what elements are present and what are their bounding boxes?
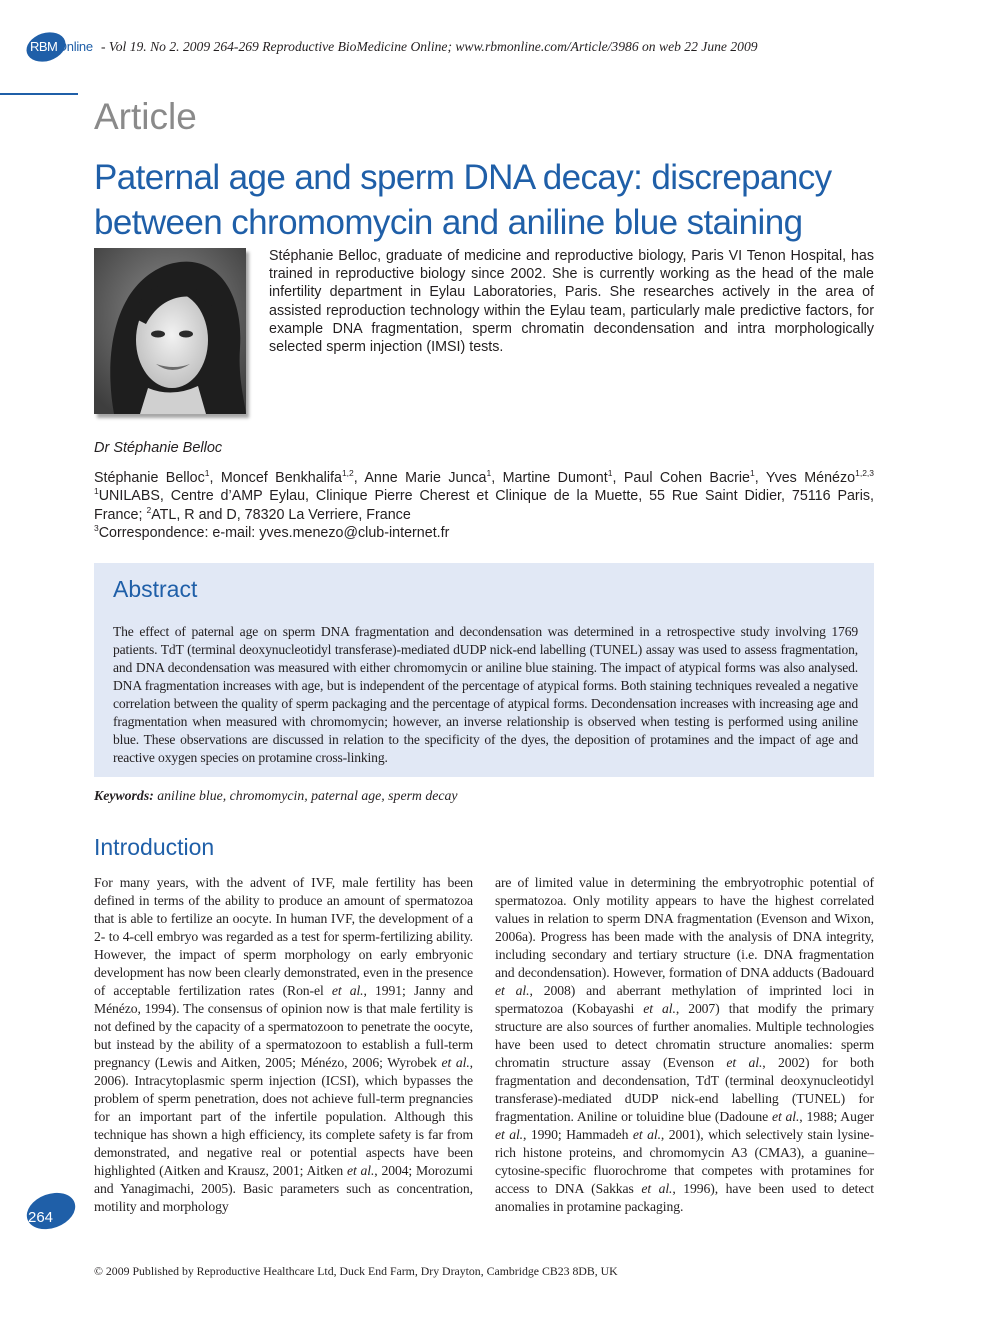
author-portrait: [94, 248, 246, 414]
author-block: [94, 469, 874, 543]
affiliation-2: France; $^2$ATL, R and D, 78320 La Verriere, France: [94, 505, 411, 523]
author-affiliation-mark: 1,2,3: [855, 468, 875, 479]
logo-text-rbm: RBM: [30, 39, 58, 54]
author-name: Anne Marie Junca: [364, 470, 487, 486]
introduction-heading: Introduction: [94, 834, 215, 860]
keywords-label: Keywords:: [94, 788, 154, 803]
journal-citation: - Vol 19. No 2. 2009 264-269 Reproductive BioMedicine Online; www.rbmonline.com/Article/3986 on web 22 June 2009: [101, 39, 758, 54]
author-name: Moncef Benkhalifa: [220, 470, 342, 486]
introduction-column-left: For many years, with the advent of IVF, male fertility has been defined in terms of the ability to produce an amount of spermatozoa that is able to fertilize an oocyte. In human IVF, the development of a 2- to 4-cell embryo was regarded as a test for sperm-fertilizing ability. However, the impact of sperm morphology on early embryonic development has now been clearly demonstrated, even in the presence of acceptable fertilization rates (Ron-el et al., 1991; Janny and Ménézo, 1994). The consensus of opinion now is that male fertility is not defined by the capacity of a spermatozoon to penetrate the oocyte, but instead by the ability of a spermatozoon to establish a full-term pregnancy (Lewis and Aitken, 2005; Ménézo, 2006; Wyrobek et al., 2006). Intracytoplasmic sperm injection (ICSI), which bypasses the problem of sperm penetration, does not achieve full-term pregnancies for an important part of the infertile population. Although this technique has shown a high efficiency, its complete safety is far from demonstrated, and negative real or potential aspects have been highlighted (Aitken and Krausz, 2001; Aitken et al., 2004; Morozumi and Yanagimachi, 2005). Basic parameters such as concentration, motility and morphology: [94, 875, 473, 1214]
author-name: Yves Ménézo: [765, 470, 856, 486]
logo-text-online: Online: [57, 39, 93, 54]
section-label: Article: [94, 96, 197, 137]
correspondence: $^3$Correspondence: e-mail: yves.menezo@club-internet.fr: [94, 523, 450, 542]
introduction-column-right: are of limited value in determining the embryotrophic potential of spermatozoa. Only motility appears to have the highest correlated values in relation to sperm DNA fragmentation (Evenson and Wixon, 2006a). Progress has been made with the analysis of DNA integrity, including secondary and tertiary structure (i.e. DNA fragmentation and decondensation). However, formation of DNA adducts (Badouard et al., 2008) and aberrant methylation of imprinted loci in spermatozoa (Kobayashi et al., 2007) that modify the primary structure are also sources of further anomalies. Multiple technologies have been used to detect chromatin structure anomalies: sperm chromatin structure assay (Evenson et al., 2002) for both fragmentation and decondensation, TdT (terminal deoxynucleotidyl transferase)-mediated dUDP nick-end labelling (TUNEL) for fragmentation. Aniline or toluidine blue (Dadoune et al., 1988; Auger et al., 1990; Hammadeh et al., 2001), which selectively stain lysine-rich histone proteins, and chromomycin A3 (CMA3), a guanine–cytosine-specific fluorochrome that competes with protamines for access to DNA (Sakkas et al., 1996), have been used to detect anomalies in protamine packaging.: [495, 875, 875, 1214]
author-name: Stéphanie Belloc: [94, 470, 205, 486]
keywords-text: aniline blue, chromomycin, paternal age, sperm decay: [157, 788, 458, 803]
portrait-image: [94, 248, 246, 414]
keywords: [94, 788, 458, 804]
author-affiliation-mark: 1: [749, 468, 755, 479]
author-affiliation-mark: 1: [607, 468, 613, 479]
page-number: 264: [28, 1209, 54, 1226]
header-rule: [0, 93, 78, 95]
abstract-text: The effect of paternal age on sperm DNA fragmentation and decondensation was determined in a retrospective study involving 1769 patients. TdT (terminal deoxynucleotidyl transferase)-mediated dUDP nick-end labelling (TUNEL) assay was used to assess fragmentation, and DNA decondensation was measured with either chromomycin or aniline blue staining. The impact of atypical forms was also analysed. DNA fragmentation increases with age, but is independent of the percentage of atypical forms. Both staining techniques revealed a negative correlation between the quality of sperm packaging and the percentage of atypical forms. Decondensation increases with increasing age and fragmentation when measured with chromomycin; however, an inverse relationship is observed when testing is performed using aniline blue. These observations are discussed in relation to the specificity of the dyes, the deposition of protamines and the impact of age and reactive oxygen species on protamine cross-linking.: [113, 624, 858, 765]
author-name: Martine Dumont: [502, 470, 608, 486]
author-affiliation-mark: 1: [204, 468, 210, 479]
copyright-notice: © 2009 Published by Reproductive Healthcare Ltd, Duck End Farm, Dry Drayton, Cambridge CB23 8DB, UK: [94, 1264, 618, 1278]
author-affiliation-mark: 1: [486, 468, 492, 479]
abstract-heading: Abstract: [113, 576, 198, 602]
author-list: Stéphanie Belloc$^1$, Moncef Benkhalifa$^{1,2}$, Anne Marie Junca$^1$, Martine Dumont$^1$, Paul Cohen Bacrie$^1$, Yves Ménézo$^{1,2,3}$: [94, 468, 875, 486]
affiliation-1: $^1$UNILABS, Centre d’AMP Eylau, Clinique Pierre Cherest et Clinique de la Muette, 55 Rue Saint Didier, 75116 Paris,: [94, 486, 874, 505]
author-name: Paul Cohen Bacrie: [623, 470, 750, 486]
author-bio: Stéphanie Belloc, graduate of medicine and reproductive biology, Paris VI Tenon Hospital, has trained in reproductive biology since 2002. She is currently working as the head of the male infertility department in Eylau Laboratories, Paris. She researches actively in the area of assisted reproduction technology within the Eylau team, particularly male predictive factors, for example DNA fragmentation, sperm chromatin decondensation and intra morphologically selected sperm injection (IMSI) tests.: [269, 248, 874, 356]
article-title: Paternal age and sperm DNA decay: discrepancy between chromomycin and aniline blue staining: [94, 158, 832, 242]
portrait-caption: Dr Stéphanie Belloc: [94, 440, 223, 456]
author-affiliation-mark: 1,2: [341, 468, 354, 479]
